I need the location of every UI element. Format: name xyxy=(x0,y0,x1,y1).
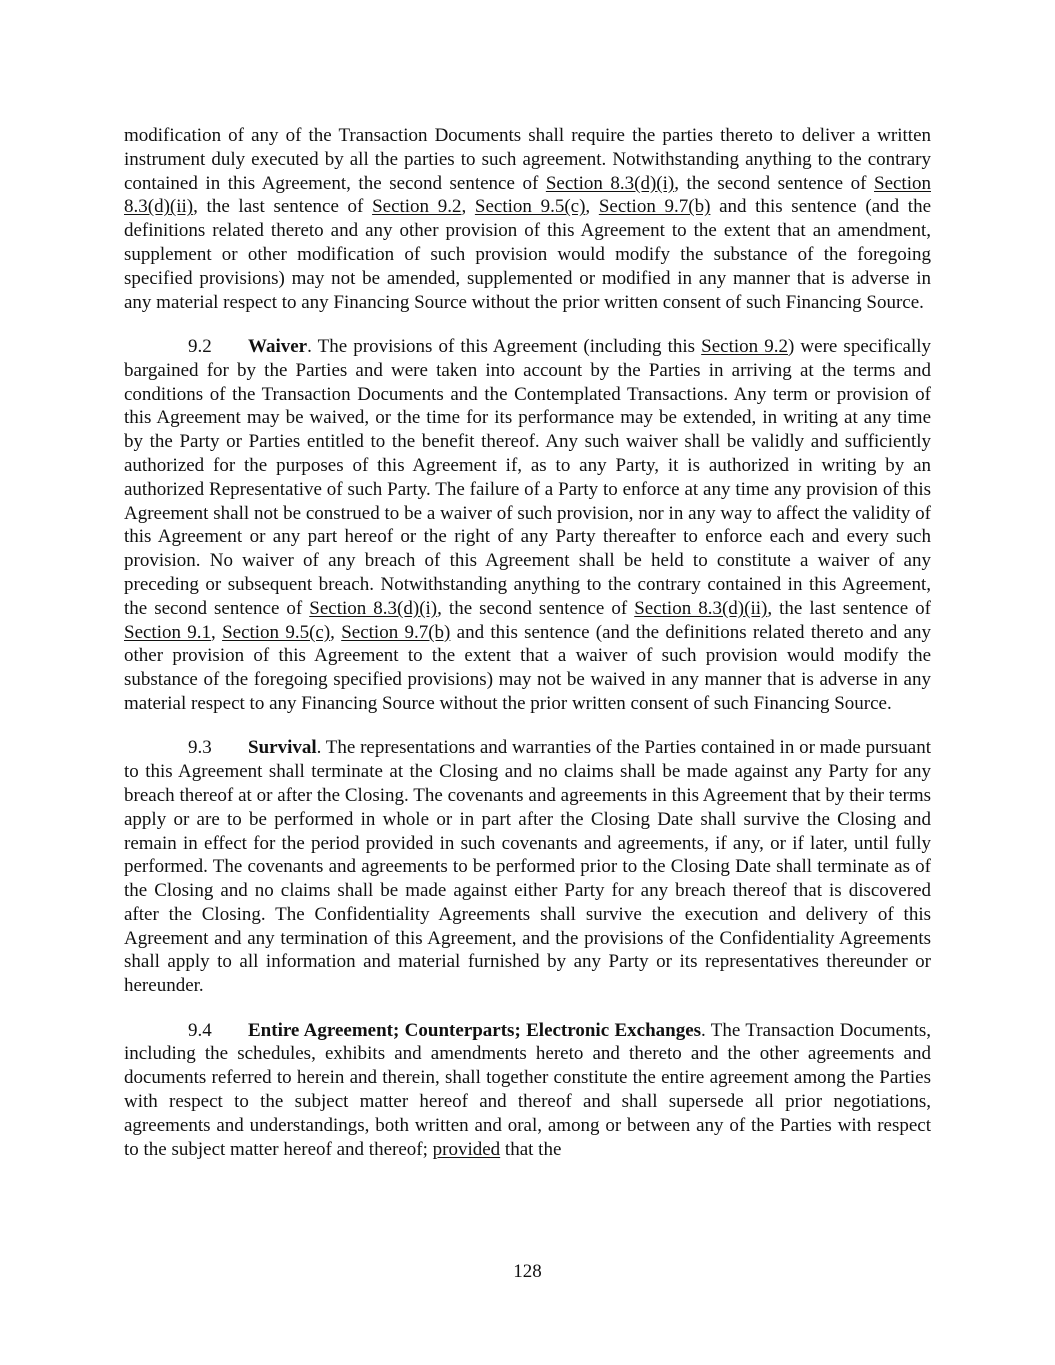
section-number: 9.3 xyxy=(188,737,212,759)
section-reference: Section 9.5(c) xyxy=(222,621,331,643)
section-9-4-paragraph xyxy=(124,1019,931,1162)
page-body xyxy=(124,124,931,1161)
section-reference: Section 8.3(d)(i) xyxy=(309,597,438,619)
section-reference: Section 9.7(b) xyxy=(598,196,711,218)
paragraph-text: , the second sentence of xyxy=(437,597,635,619)
paragraph-text: , xyxy=(330,621,342,643)
paragraph-text: and this sentence (and the definitions related thereto and any other provision of this Agreement to the extent that a waiver of such provision would modify the substance of the foregoing specified provisions) may not be waived in any manner that is adverse in any material respect to any Financing Source without the prior written consent of such Financing Source. xyxy=(124,621,932,714)
paragraph-text: . The provisions of this Agreement (including this xyxy=(307,335,702,357)
section-reference: Section 8.3(d)(ii) xyxy=(124,172,931,218)
continuation-paragraph xyxy=(124,124,931,314)
paragraph-text: . The representations and warranties of the Parties contained in or made pursuant to this Agreement shall terminate at the Closing and no claims shall be made against any Party for any breach thereof at or after the Closing. The covenants and agreements in this Agreement that by their terms apply or are to be performed in whole or in part after the Closing Date shall survive the Closing and remain in effect for the period provided in such covenants and agreements, if any, or if later, until fully performed. The covenants and agreements to be performed prior to the Closing Date shall terminate as of the Closing and no claims shall be made against either Party for any breach thereof that is discovered after the Closing. The Confidentiality Agreements shall survive the execution and delivery of this Agreement and any termination of this Agreement, and the provisions of the Confidentiality Agreements shall apply to all information and material furnished by any Party or its representatives thereunder or hereunder. xyxy=(124,737,931,997)
section-number: 9.2 xyxy=(188,335,212,357)
section-reference: Section 8.3(d)(ii) xyxy=(634,597,768,619)
paragraph-text: , xyxy=(461,196,475,218)
section-9-3-paragraph xyxy=(124,736,931,998)
section-reference: Section 9.7(b) xyxy=(341,621,451,643)
section-number: 9.4 xyxy=(188,1019,212,1041)
paragraph-text: , the second sentence of xyxy=(674,172,874,194)
paragraph-text: that the xyxy=(500,1138,562,1160)
section-reference: Section 9.2 xyxy=(372,196,462,218)
section-reference: Section 9.2 xyxy=(701,335,788,357)
paragraph-text: , xyxy=(211,621,223,643)
paragraph-text: and this sentence (and the definitions related thereto and any other provision of this Agreement to the extent that an amendment, supplement or other modification of such provision would modify the substance of the foregoing specified provisions) may not be amended, supplemented or modified in any manner that is adverse in any material respect to any Financing Source without the prior written consent of such Financing Source. xyxy=(124,196,932,313)
section-reference: Section 8.3(d)(i) xyxy=(545,172,675,194)
section-heading: Waiver xyxy=(248,335,308,357)
page-number: 128 xyxy=(513,1261,542,1282)
section-9-2-paragraph xyxy=(124,335,931,716)
section-reference: Section 9.1 xyxy=(124,621,212,643)
paragraph-text: modification of any of the Transaction Documents shall require the parties thereto to deliver a written instrument duly executed by all the parties to such agreement. Notwithstanding anything to the contrary contained in this Agreement, the second sentence of xyxy=(124,125,931,194)
paragraph-text: ) were specifically bargained for by the Parties and were taken into account by the Parties in arriving at the terms and conditions of the Transaction Documents and the Contemplated Transactions. Any term or provision of this Agreement may be waived, or the time for its performance may be extended, in writing at any time by the Party or Parties entitled to the benefit thereof. Any such waiver shall be validly and sufficiently authorized for the purposes of this Agreement if, as to any Party, it is authorized in writing by an authorized Representative of such Party. The failure of a Party to enforce at any time any provision of this Agreement shall not be construed to be a waiver of such provision, nor in any way to affect the validity of this Agreement or any part hereof or the right of any Party thereafter to enforce each and every such provision. No waiver of any breach of this Agreement shall be held to constitute a waiver of any preceding or subsequent breach. Notwithstanding anything to the contrary contained in this Agreement, the second sentence of xyxy=(124,335,931,619)
section-heading: Entire Agreement; Counterparts; Electronic Exchanges xyxy=(248,1019,702,1041)
paragraph-text: , xyxy=(585,196,599,218)
section-heading: Survival xyxy=(248,737,317,759)
paragraph-text: , the last sentence of xyxy=(193,196,373,218)
defined-term: provided xyxy=(432,1138,501,1160)
section-reference: Section 9.5(c) xyxy=(474,196,586,218)
paragraph-text: , the last sentence of xyxy=(767,597,931,619)
paragraph-text: . The Transaction Documents, including the schedules, exhibits and amendments hereto and thereto and the other agreements and documents referred to herein and therein, shall together constitute the entire agreement among the Parties with respect to the subject matter hereof and thereof and shall supersede all prior negotiations, agreements and understandings, both written and oral, among or between any of the Parties with respect to the subject matter hereof and thereof; xyxy=(124,1019,931,1160)
